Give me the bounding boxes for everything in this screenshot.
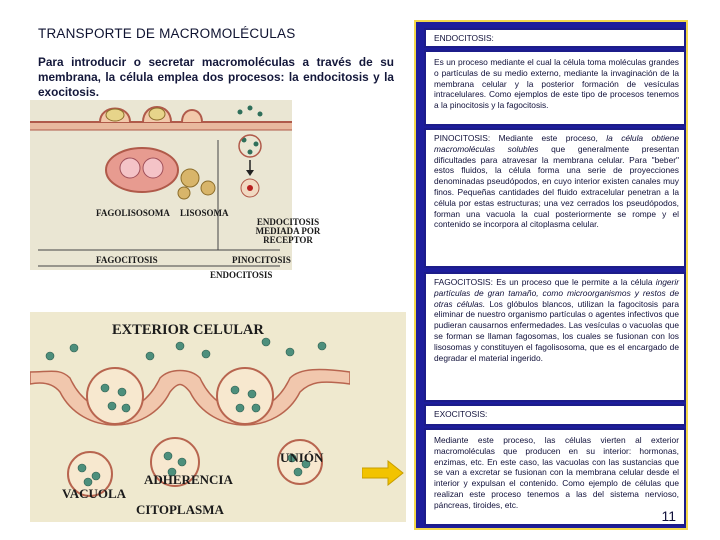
label-fagolisosoma: FAGOLISOSOMA xyxy=(96,208,170,218)
endocitosis-text-box xyxy=(424,50,686,126)
label-endocitosis-receptor: ENDOCITOSIS MEDIADA POR RECEPTOR xyxy=(255,217,321,245)
label-endocitosis: ENDOCITOSIS xyxy=(210,270,273,280)
label-citoplasma: CITOPLASMA xyxy=(136,502,224,517)
fagocitosis-lead: FAGOCITOSIS: Es un proceso que le permite a la célula xyxy=(434,277,656,287)
intro-paragraph: Para introducir o secretar macromoléculas a través de su membrana, la célula emplea dos procesos: la endocitosis y la exocitosis. xyxy=(38,55,394,99)
pinocitosis-box xyxy=(424,128,686,268)
page-number: 11 xyxy=(661,508,676,525)
endocitosis-heading: ENDOCITOSIS: xyxy=(434,33,494,43)
fagocitosis-box xyxy=(424,272,686,402)
endocitosis-heading-box xyxy=(424,28,686,48)
slide-title: TRANSPORTE DE MACROMOLÉCULAS xyxy=(38,26,296,41)
exocitosis-text-box xyxy=(424,428,686,526)
endocytosis-figure xyxy=(30,100,321,280)
fagocitosis-rest: Los glóbulos blancos, utilizan la fagocitosis para eliminar de nuestro organismo partículas o agentes infectivos que pudieran causarnos enfermedades. Las vesículas o vacuolas que se forman se llaman fagosomas, los cuales se fusionan con los lisosomas y constituyen el fagolisosoma, que es el encargado de degradar el material ingerido. xyxy=(434,298,680,363)
exocytosis-figure xyxy=(30,312,406,522)
label-fagocitosis: FAGOCITOSIS xyxy=(96,255,158,265)
label-union: UNIÓN xyxy=(280,450,324,465)
yellow-arrow-icon xyxy=(362,460,404,486)
label-adherencia: ADHERENCIA xyxy=(144,472,233,487)
endocitosis-text: Es un proceso mediante el cual la célula toma moléculas grandes o partículas de su medio externo, mediante la invaginación de la membrana celular y la posterior formación de vesículas intracelulares. Como ejemplos de este tipo de procesos tenemos a la pinocitosis y la fagocitosis. xyxy=(434,57,679,111)
exocitosis-heading: EXOCITOSIS: xyxy=(434,409,488,419)
exocitosis-heading-box xyxy=(424,404,686,426)
label-vacuola: VACUOLA xyxy=(62,486,127,501)
pinocitosis-italic: la célula obtiene macromoléculas solubles xyxy=(434,133,679,154)
label-exterior-celular: EXTERIOR CELULAR xyxy=(112,322,264,338)
label-lisosoma: LISOSOMA xyxy=(180,208,229,218)
pinocitosis-lead: PINOCITOSIS: Mediante este proceso, xyxy=(434,133,607,143)
pinocitosis-rest: que generalmente presentan dificultades para atravesar la membrana celular. Para "beber" estos fluidos, la célula forma una serie de proyecciones denominadas pseudópodos, en cuyo interior existen canales muy finos. Pequeñas cantidades del fluido extracelular penetran a la célula por estas estructuras; una vez cerrados los pseudópodos, forman una vacuola la cual posteriormente se rompe y el contenido se incorpora al citoplasma celular. xyxy=(434,143,680,230)
label-pinocitosis: PINOCITOSIS xyxy=(232,255,291,265)
definitions-panel xyxy=(414,20,688,530)
fagocitosis-italic: ingerir partículas de gran tamaño, como microorganismos y restos de otras células. xyxy=(434,277,679,309)
exocitosis-text: Mediante este proceso, las células vierten al exterior macromoléculas que producen en su interior: hormonas, enzimas, etc. En este caso, las vacuolas con las sustancias que se van a excretar se fusionan con la membrana celular desde el interior y expulsan el contenido. Como ejemplo de células que realizan este proceso tenemos a las del sistema nervioso, páncreas, tiroides, etc. xyxy=(434,435,679,510)
